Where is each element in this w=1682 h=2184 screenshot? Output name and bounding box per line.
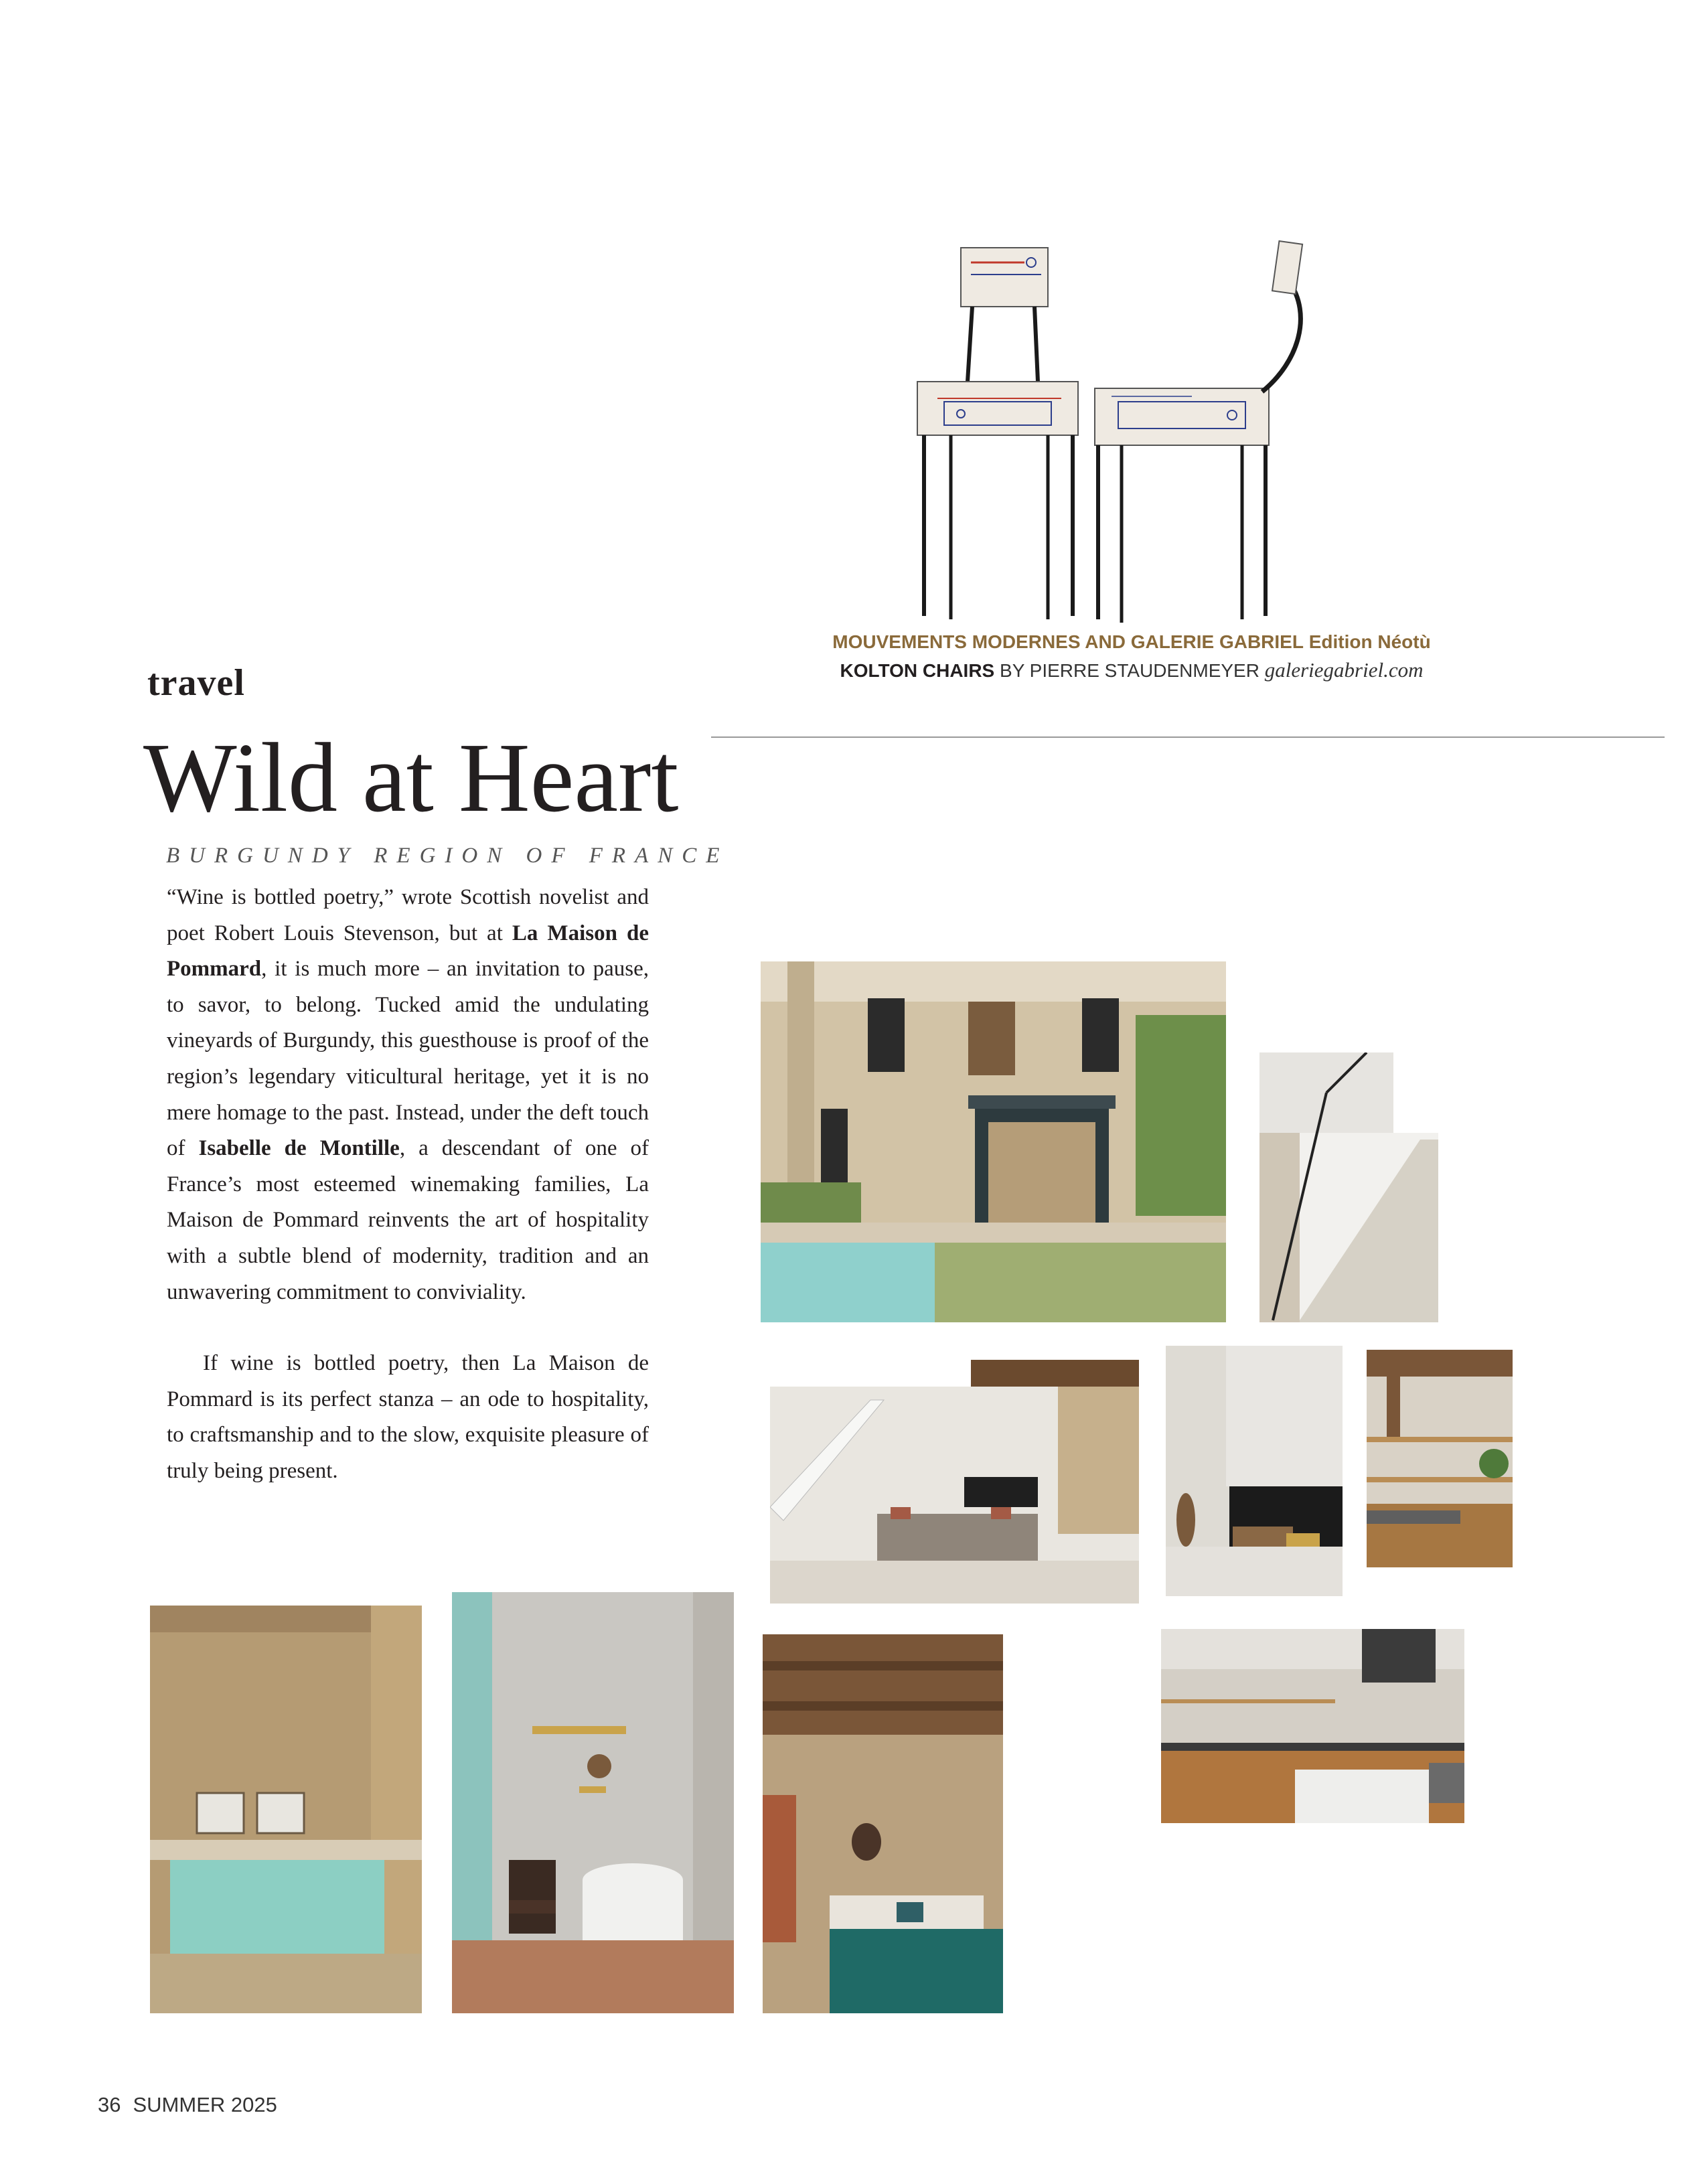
p1-person-name: Isabelle de Montille [198,1136,400,1161]
caption-designer: BY PIERRE STAUDENMEYER [1000,660,1259,681]
photo-kitchen [1161,1629,1464,1823]
body-paragraph-1 [167,880,649,1310]
p1-text-a: “Wine is bottled poetry,” wrote Scottish novelist and poet Robert Louis Stevenson, but at [167,885,649,945]
photo-caption-brand [797,628,1466,656]
photo-caption-product [797,656,1466,685]
photo-living-room [770,1360,1139,1604]
caption-product: KOLTON CHAIRS [840,660,995,681]
photo-kitchen-shelf [1367,1350,1513,1567]
page-folio [98,2093,289,2117]
photo-exterior-pool [761,961,1226,1322]
caption-brand: MOUVEMENTS MODERNES AND GALERIE GABRIEL [832,631,1304,652]
photo-fireplace [1166,1346,1343,1596]
photo-staircase [1259,1052,1438,1322]
p1-venue-name: La Maison de Pommard [167,921,649,982]
p1-text-c: , it is much more – an invitation to pause, to savor, to belong. Tucked amid the undulating vineyards of Burgundy, this guesthouse is proof of the region’s legendary viticultural heritage, yet it is no mere homage to the past. Instead, under the deft touch of [167,957,649,1161]
photo-courtyard-pool [150,1606,422,2013]
article-headline: Wild at Heart [143,723,679,833]
photo-bathroom [452,1592,734,2013]
body-paragraph-2: If wine is bottled poetry, then La Maison de Pommard is its perfect stanza – an ode to hospitality, to craftsmanship and to the slow, exquisite pleasure of truly being present. [167,1351,649,1483]
article-subhead: BURGUNDY REGION OF FRANCE [166,844,729,868]
caption-edition: Edition Néotù [1308,631,1431,652]
issue-label: SUMMER 2025 [133,2093,277,2116]
caption-website-link[interactable]: galeriegabriel.com [1264,658,1424,682]
section-label: travel [147,662,245,704]
photo-bedroom [763,1634,1003,2013]
kolton-chairs-photo [897,228,1379,629]
divider-rule [711,736,1665,738]
page-number: 36 [98,2093,121,2116]
p1-text-e: , a descendant of one of France’s most esteemed winemaking families, La Maison de Pommard reinvents the art of hospitality with a subtle blend of modernity, tradition and an unwavering commitment to conviviality. [167,1136,649,1304]
